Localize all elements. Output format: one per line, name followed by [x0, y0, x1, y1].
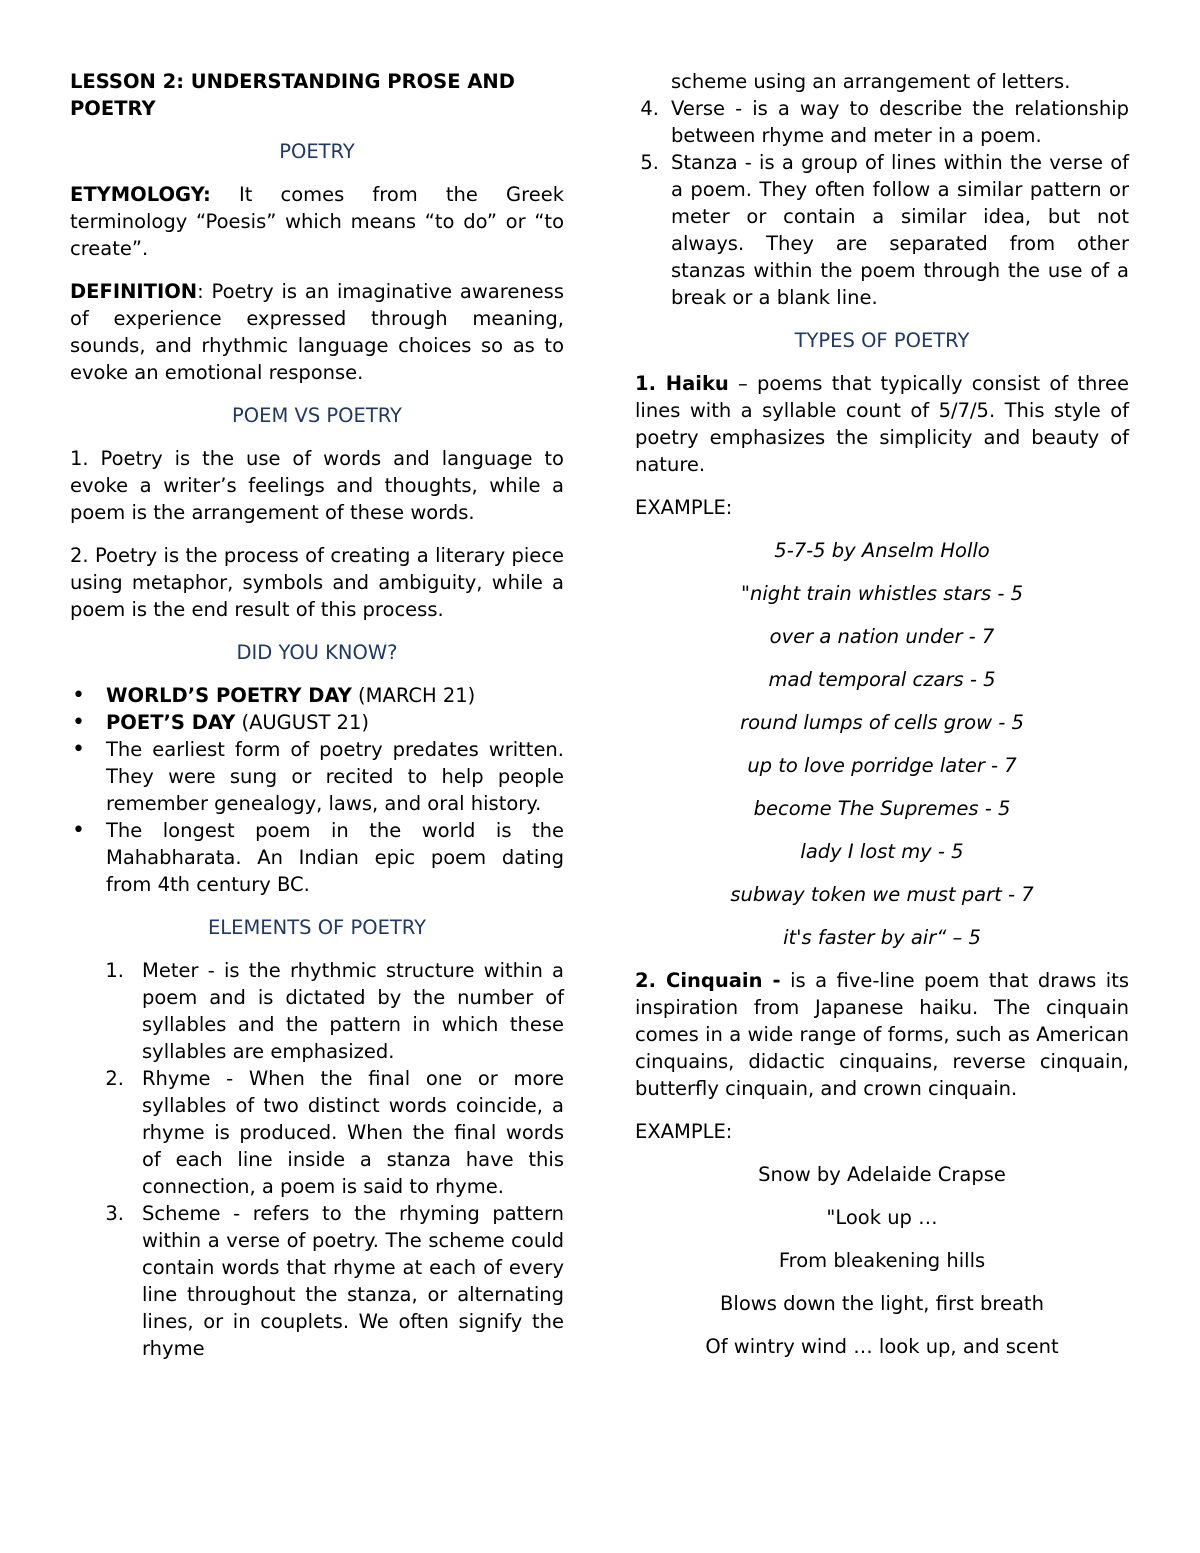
elements-list-right	[635, 68, 1129, 311]
list-item	[635, 149, 1129, 311]
list-item	[70, 1065, 564, 1200]
poem-vs-poetry-item: 1. Poetry is the use of words and language to evoke a writer’s feelings and thoughts, while a poem is the arrangement of these words.	[70, 447, 564, 524]
cinquain-example-label: EXAMPLE:	[635, 1120, 733, 1143]
list-number: 1.	[105, 959, 124, 982]
haiku-line: 5-7-5 by Anselm Hollo	[774, 539, 990, 562]
list-number: 2.	[105, 1067, 124, 1090]
element-text: Rhyme - When the final one or more syllables of two distinct words coincide, a rhyme is produced. When the final words of each line inside a stanza have this connection, a poem is said to rhyme.	[142, 1067, 564, 1198]
list-item	[70, 709, 564, 736]
list-item	[70, 817, 564, 898]
list-number: 5.	[640, 151, 659, 174]
element-text: Scheme - refers to the rhyming pattern within a verse of poetry. The scheme could contain words that rhyme at each of every line throughout the stanza, or alternating lines, or in couplets. We often signify the rhyme	[142, 1202, 564, 1360]
haiku-line: it's faster by air“ – 5	[783, 926, 981, 949]
fact-text: The longest poem in the world is the Mahabharata. An Indian epic poem dating from 4th century BC.	[106, 819, 564, 896]
etymology-label: ETYMOLOGY:	[70, 183, 211, 206]
list-number: 3.	[105, 1202, 124, 1225]
list-number: 4.	[640, 97, 659, 120]
cinquain-paragraph	[635, 967, 1129, 1102]
definition-label: DEFINITION	[70, 280, 198, 303]
list-item	[70, 682, 564, 709]
haiku-line: subway token we must part - 7	[730, 883, 1034, 906]
left-column	[70, 68, 564, 1378]
list-item	[70, 957, 564, 1065]
fact-text: (AUGUST 21)	[235, 711, 369, 734]
heading-poem-vs-poetry: POEM VS POETRY	[232, 404, 402, 427]
fact-bold: POET’S DAY	[106, 711, 236, 734]
definition-paragraph	[70, 278, 564, 386]
list-item	[635, 95, 1129, 149]
haiku-line: up to love porridge later - 7	[747, 754, 1017, 777]
haiku-line: "night train whistles stars - 5	[741, 582, 1023, 605]
haiku-text: – poems that typically consist of three lines with a syllable count of 5/7/5. This style of poetry emphasizes the simplicity and beauty of nature.	[635, 372, 1129, 476]
list-item	[70, 1200, 564, 1362]
element-text: Meter - is the rhythmic structure within a poem and is dictated by the number of syllables and the pattern in which these syllables are emphasized.	[142, 959, 564, 1063]
heading-elements: ELEMENTS OF POETRY	[207, 916, 427, 939]
did-you-know-list	[70, 682, 564, 898]
fact-text: The earliest form of poetry predates written. They were sung or recited to help people remember genealogy, laws, and oral history.	[106, 738, 564, 815]
cinquain-line: Snow by Adelaide Crapse	[758, 1163, 1006, 1186]
cinquain-line: Blows down the light, first breath	[720, 1292, 1044, 1315]
lesson-title: LESSON 2: UNDERSTANDING PROSE AND POETRY	[70, 70, 515, 120]
etymology-paragraph	[70, 181, 564, 262]
haiku-line: lady I lost my - 5	[800, 840, 964, 863]
haiku-line: mad temporal czars - 5	[768, 668, 996, 691]
haiku-label: 1. Haiku	[635, 372, 729, 395]
list-item	[635, 68, 1129, 95]
list-item	[70, 736, 564, 817]
cinquain-label: 2. Cinquain -	[635, 969, 781, 992]
heading-poetry: POETRY	[279, 140, 355, 163]
haiku-line: become The Supremes - 5	[753, 797, 1011, 820]
cinquain-line: "Look up …	[826, 1206, 938, 1229]
etymology-text: It comes from the Greek terminology “Poesis” which means “to do” or “to create”.	[70, 183, 564, 260]
definition-text: : Poetry is an imaginative awareness of experience expressed through meaning, sounds, and rhythmic language choices so as to evoke an emotional response.	[70, 280, 564, 384]
heading-did-you-know: DID YOU KNOW?	[236, 641, 398, 664]
cinquain-text: is a five-line poem that draws its inspiration from Japanese haiku. The cinquain comes in a wide range of forms, such as American cinquains, didactic cinquains, reverse cinquain, butterfly cinquain, and crown cinquain.	[635, 969, 1129, 1100]
heading-types: TYPES OF POETRY	[794, 329, 970, 352]
haiku-paragraph	[635, 370, 1129, 478]
right-column	[635, 68, 1129, 1376]
cinquain-line: From bleakening hills	[778, 1249, 986, 1272]
elements-list-left	[70, 957, 564, 1362]
haiku-example-label: EXAMPLE:	[635, 496, 733, 519]
fact-bold: WORLD’S POETRY DAY	[106, 684, 352, 707]
element-text: Stanza - is a group of lines within the verse of a poem. They often follow a similar pattern or meter or contain a similar idea, but not always. They are separated from other stanzas within the poem through the use of a break or a blank line.	[671, 151, 1129, 309]
fact-text: (MARCH 21)	[351, 684, 476, 707]
haiku-line: round lumps of cells grow - 5	[740, 711, 1024, 734]
poem-vs-poetry-item: 2. Poetry is the process of creating a literary piece using metaphor, symbols and ambiguity, while a poem is the end result of this process.	[70, 544, 564, 621]
cinquain-line: Of wintry wind … look up, and scent	[705, 1335, 1059, 1358]
haiku-line: over a nation under - 7	[769, 625, 995, 648]
element-text: Verse - is a way to describe the relationship between rhyme and meter in a poem.	[671, 97, 1129, 147]
element-text: scheme using an arrangement of letters.	[671, 70, 1071, 93]
